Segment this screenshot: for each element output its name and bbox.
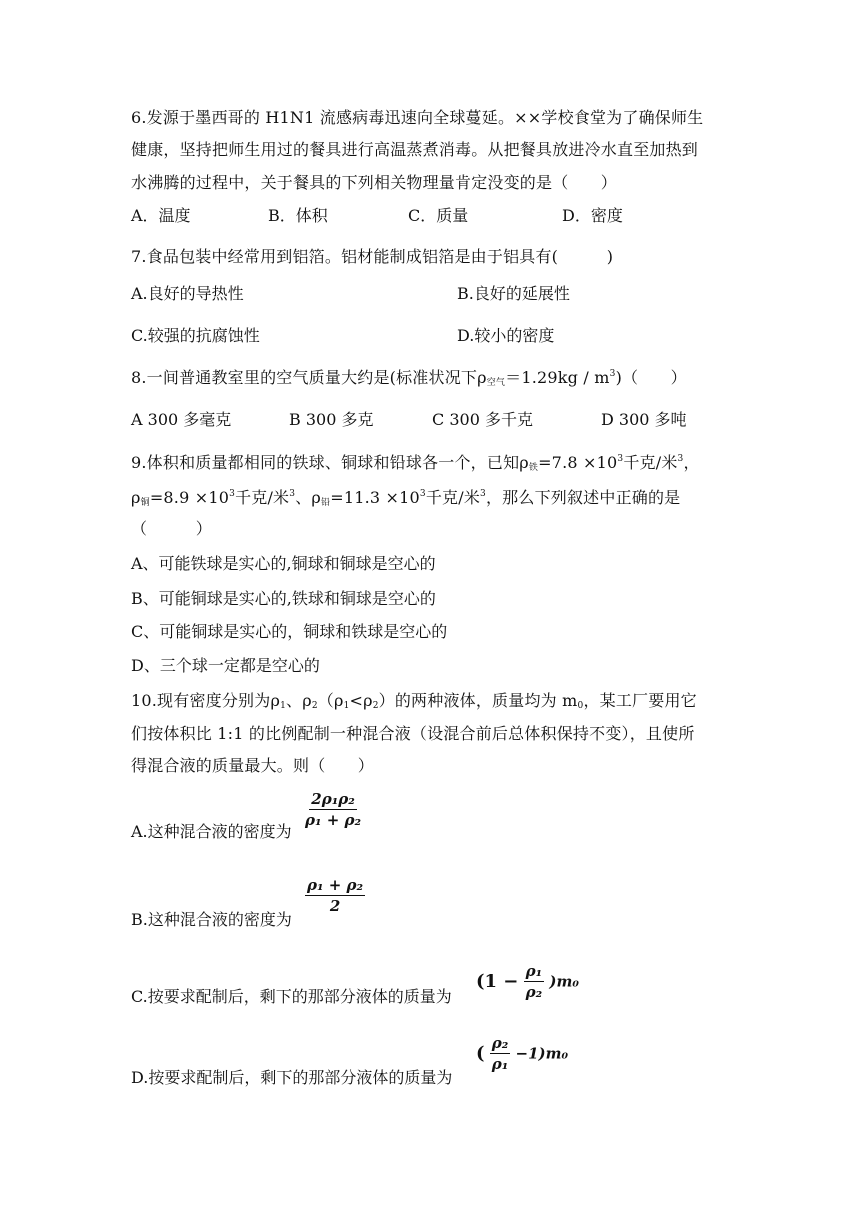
- q10-fraction-a-numerator: 2ρ₁ρ₂: [311, 790, 355, 808]
- q9-l2-c: 千克/米: [235, 488, 290, 507]
- q9-l2-d: 、ρ: [295, 488, 322, 507]
- q10-option-b: B.这种混合液的密度为: [131, 910, 292, 929]
- q10-formula-c: [476, 962, 579, 1001]
- q9-option-d: D、三个球一定都是空心的: [131, 656, 320, 675]
- q10-line-2: 们按体积比 1:1 的比例配制一种混合液（设混合前后总体积保持不变），且使所: [131, 724, 695, 743]
- q8-sup-3: 3: [609, 369, 616, 379]
- q10-option-c: C.按要求配制后，剩下的那部分液体的质量为: [131, 987, 452, 1006]
- q8-option-b: B 300 多克: [289, 410, 374, 429]
- q9-l1-sup2: 3: [677, 454, 684, 464]
- q10-formula-a: [305, 790, 361, 829]
- q9-option-a: A、可能铁球是实心的,铜球和铜球是空心的: [131, 554, 436, 573]
- q10-l1-e: ）的两种液体，质量均为 m: [378, 691, 578, 710]
- q6-option-b: B．体积: [268, 206, 328, 225]
- q8-text-a: 8.一间普通教室里的空气质量大约是(标准状况下ρ: [131, 368, 487, 387]
- q10-fraction-a: [305, 790, 361, 829]
- q8-text-b: ＝1.29kg / m: [505, 368, 610, 387]
- q7-option-d: D.较小的密度: [457, 326, 555, 345]
- q9-l1-d: ，: [683, 453, 700, 472]
- q8-option-a: A 300 多毫克: [131, 410, 232, 429]
- q9-l2-sup4: 3: [480, 489, 486, 499]
- q10-fraction-b-denominator: 2: [329, 897, 341, 915]
- q9-option-b: B、可能铜球是实心的,铁球和铜球是空心的: [131, 589, 436, 608]
- q6-line-3: 水沸腾的过程中，关于餐具的下列相关物理量肯定没变的是（ ）: [131, 173, 618, 192]
- q6-option-d: D．密度: [562, 206, 623, 225]
- q6-option-a: A．温度: [131, 206, 191, 225]
- q10-fraction-b: [305, 876, 365, 915]
- q7-option-a: A.良好的导热性: [131, 284, 244, 303]
- q10-l1-sub5: 0: [577, 701, 584, 711]
- q9-line-3: （ ）: [131, 519, 213, 538]
- q10-line-3: 得混合液的质量最大。则（ ）: [131, 756, 375, 775]
- q9-option-c: C、可能铜球是实心的，铜球和铁球是空心的: [131, 622, 448, 641]
- q9-l2-sup3: 3: [419, 489, 426, 499]
- q9-l1-sub: 铁: [528, 463, 539, 473]
- q10-fraction-c-denominator: ρ₂: [525, 983, 543, 1001]
- q10-expr-c-post: )m₀: [549, 972, 579, 991]
- q10-l1-sub4: 2: [372, 701, 379, 711]
- q6-line-1: 6.发源于墨西哥的 H1N1 流感病毒迅速向全球蔓延。××学校食堂为了确保师生: [131, 108, 704, 127]
- q10-fraction-a-denominator: ρ₁ + ρ₂: [305, 811, 362, 829]
- q10-expr-d-pre: (: [476, 1043, 485, 1064]
- q9-l2-g: ，那么下列叙述中正确的是: [485, 488, 681, 507]
- q9-l2-sup2: 3: [289, 489, 296, 499]
- q6-line-2: 健康，坚持把师生用过的餐具进行高温蒸煮消毒。从把餐具放进冷水直至加热到: [131, 140, 699, 159]
- q9-line-1: [131, 453, 700, 473]
- q7-option-c: C.较强的抗腐蚀性: [131, 326, 260, 345]
- q9-l2-sub1: 铜: [140, 498, 150, 508]
- q10-l1-f: ，某工厂要用它: [583, 691, 697, 710]
- q10-line-1: [131, 691, 697, 711]
- q10-l1-sub2: 2: [311, 701, 318, 711]
- q10-expr-d-post: −1)m₀: [515, 1044, 569, 1063]
- q10-formula-b: [305, 876, 365, 915]
- q9-l1-a: 9.体积和质量都相同的铁球、铜球和铅球各一个，已知ρ: [131, 453, 529, 472]
- q6-option-c: C．质量: [408, 206, 469, 225]
- q10-option-a: A.这种混合液的密度为: [131, 822, 292, 841]
- q8-text-c: )（ ）: [615, 368, 687, 387]
- q9-l1-c: 千克/米: [623, 453, 678, 472]
- q10-l1-sub1: 1: [280, 701, 286, 711]
- q8-option-d: D 300 多吨: [601, 410, 687, 429]
- q9-l2-a: ρ: [131, 488, 141, 507]
- q10-fraction-c: [524, 962, 545, 1001]
- q7-option-b: B.良好的延展性: [457, 284, 570, 303]
- q10-fraction-d-numerator: ρ₂: [491, 1034, 509, 1052]
- q10-fraction-d: [490, 1034, 511, 1073]
- q10-l1-c: （ρ: [317, 691, 344, 710]
- q10-l1-a: 10.现有密度分别为ρ: [131, 691, 281, 710]
- q9-line-2: [131, 488, 680, 508]
- q8-sub-air: 空气: [486, 378, 506, 388]
- q9-l1-b: =7.8 ×10: [538, 453, 618, 472]
- q9-l2-f: 千克/米: [425, 488, 481, 507]
- q8-line-1: [131, 368, 687, 388]
- q10-l1-b: 、ρ: [286, 691, 312, 710]
- q10-option-d: D.按要求配制后，剩下的那部分液体的质量为: [131, 1068, 453, 1087]
- q10-l1-sub3: 1: [343, 701, 350, 711]
- q9-l2-b: =8.9 ×10: [149, 488, 230, 507]
- q9-l2-e: =11.3 ×10: [330, 488, 420, 507]
- q10-fraction-d-denominator: ρ₁: [491, 1055, 509, 1073]
- q8-option-c: C 300 多千克: [432, 410, 533, 429]
- q9-l2-sub2: 铅: [321, 498, 331, 508]
- q10-fraction-c-numerator: ρ₁: [525, 962, 543, 980]
- q10-formula-d: [476, 1034, 568, 1073]
- q9-l1-sup1: 3: [617, 454, 624, 464]
- q10-fraction-b-numerator: ρ₁ + ρ₂: [307, 876, 364, 894]
- q7-line-1: 7.食品包装中经常用到铝箔。铝材能制成铝箔是由于铝具有( ): [131, 247, 614, 266]
- q10-l1-d: <ρ: [349, 691, 373, 710]
- q9-l2-sup1: 3: [229, 489, 236, 499]
- q10-expr-c-pre: (1 −: [476, 971, 519, 992]
